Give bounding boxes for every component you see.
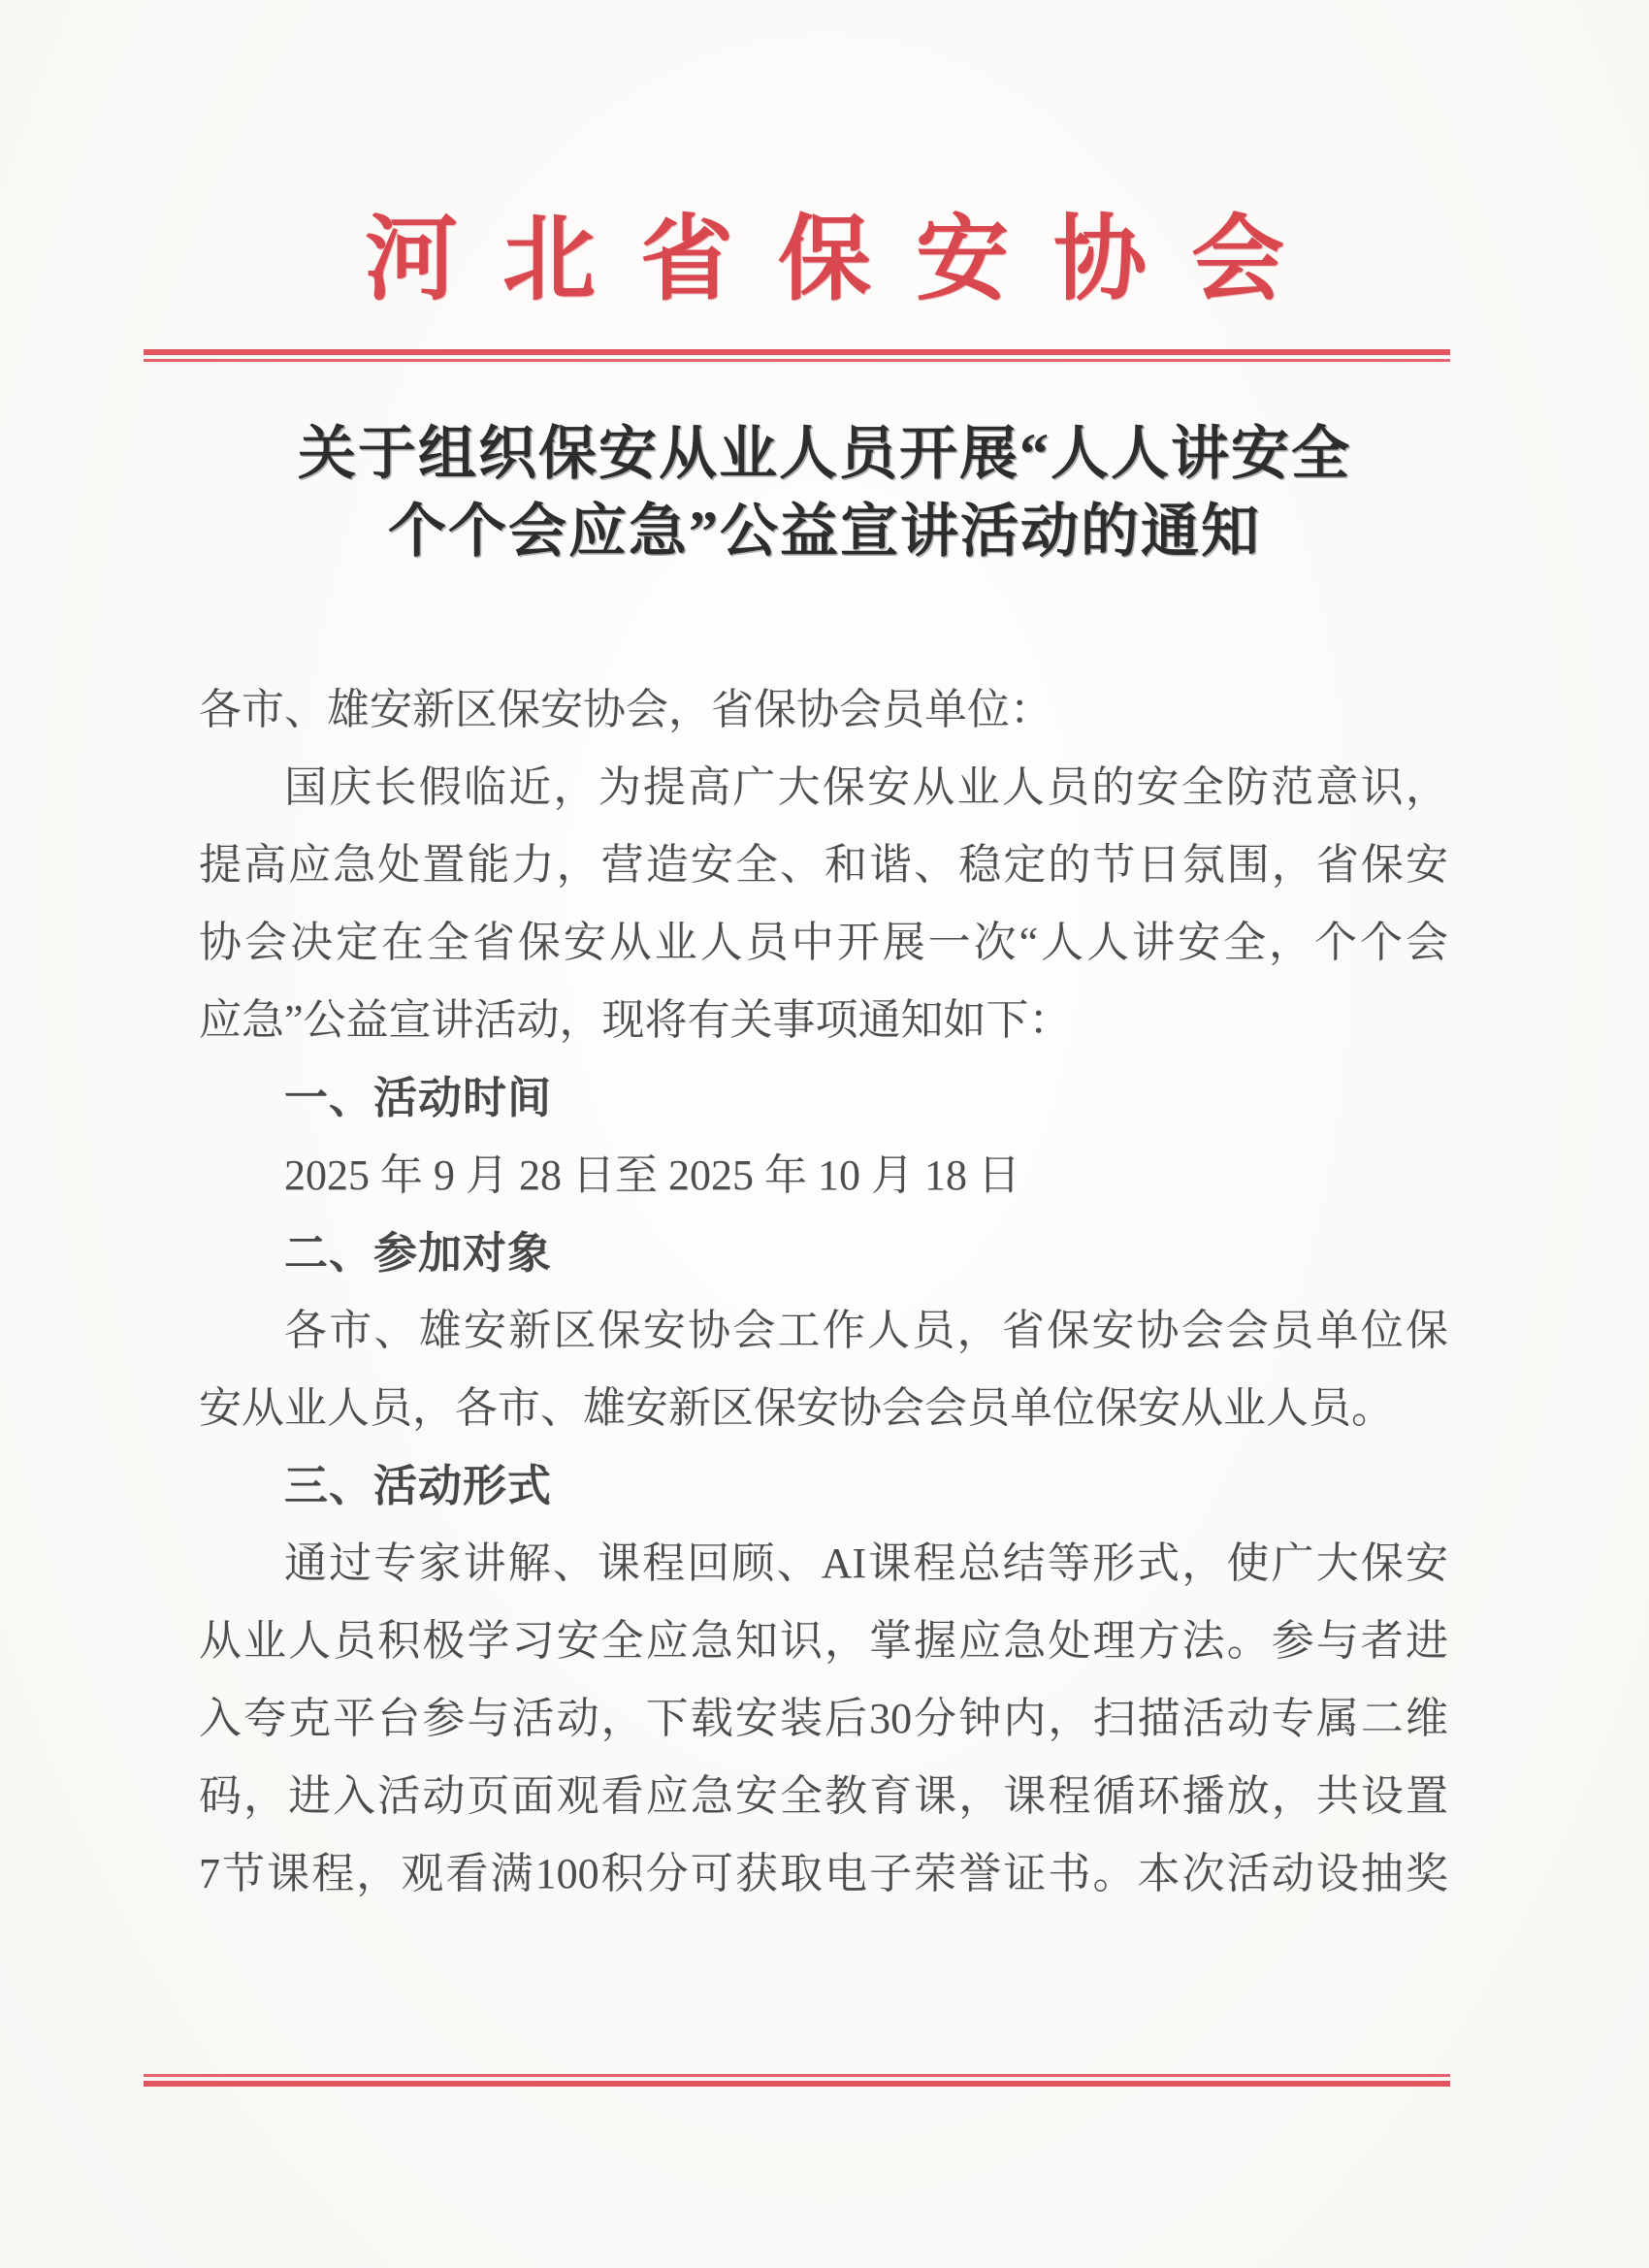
document-title [0,415,1649,570]
body-line: 国庆长假临近，为提高广大保安从业人员的安全防范意识， [284,763,1448,811]
document-body [199,671,1448,1913]
section-heading-text: 一、活动时间 [284,1073,553,1122]
section-heading [199,1447,1448,1525]
letterhead-org-name: 河北省保安协会 [365,208,1329,311]
body-line: 安从业人员，各市、雄安新区保安协会会员单位保安从业人员。 [199,1384,1394,1432]
document-title-line-2: 个个会应急”公益宣讲活动的通知 [388,500,1261,564]
rule-thin-line [144,359,1450,362]
body-line: 通过专家讲解、课程回顾、AI课程总结等形式，使广大保安 [284,1539,1448,1587]
paragraph-block [199,1137,1448,1215]
body-line: 入夸克平台参与活动，下载安装后30分钟内，扫描活动专属二维 [199,1695,1448,1742]
paragraph-block [199,749,1448,1059]
section-heading-text: 三、活动形式 [284,1461,553,1510]
body-line: 协会决定在全省保安从业人员中开展一次“人人讲安全，个个会 [199,919,1448,966]
body-line: 提高应急处置能力，营造安全、和谐、稳定的节日氛围，省保安 [199,841,1448,889]
section-heading [199,1059,1448,1137]
salutation-block [199,671,1448,749]
document-title-line-1: 关于组织保安从业人员开展“人人讲安全 [298,422,1351,486]
body-line: 7节课程，观看满100积分可获取电子荣誉证书。本次活动设抽奖 [199,1850,1448,1897]
section-heading-text: 二、参加对象 [284,1228,553,1278]
body-line: 从业人员积极学习安全应急知识，掌握应急处理方法。参与者进 [199,1617,1448,1665]
paragraph-block [199,1525,1448,1913]
paragraph-block [199,1292,1448,1447]
body-line: 码，进入活动页面观看应急安全教育课，课程循环播放，共设置 [199,1772,1448,1820]
footer-rule-bottom [144,2074,1450,2087]
rule-thick-line [144,2081,1450,2087]
body-line: 2025 年 9 月 28 日至 2025 年 10 月 18 日 [284,1151,1020,1199]
letterhead [0,0,1649,311]
body-line: 各市、雄安新区保安协会，省保协会员单位： [199,686,1052,733]
body-line: 应急”公益宣讲活动，现将有关事项通知如下： [199,996,1072,1044]
section-heading [199,1215,1448,1292]
body-line: 各市、雄安新区保安协会工作人员，省保安协会会员单位保 [284,1307,1448,1354]
letterhead-rule-top [144,349,1450,362]
